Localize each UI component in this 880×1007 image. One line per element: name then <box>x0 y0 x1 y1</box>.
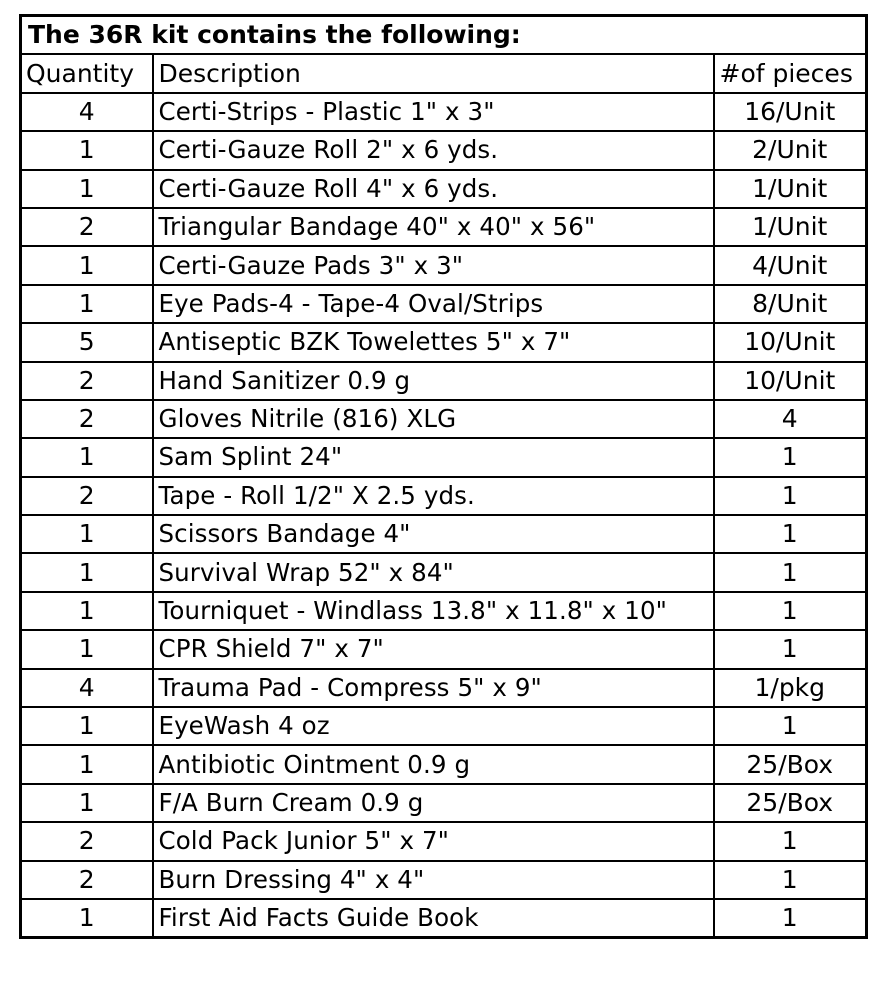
quantity-cell: 1 <box>21 285 153 323</box>
table-row <box>21 630 867 668</box>
pieces-header: #of pieces <box>714 54 867 92</box>
table-row <box>21 438 867 476</box>
pieces-cell: 1/Unit <box>714 170 867 208</box>
description-cell: Triangular Bandage 40" x 40" x 56" <box>153 208 714 246</box>
description-cell: Cold Pack Junior 5" x 7" <box>153 822 714 860</box>
description-cell: Tourniquet - Windlass 13.8" x 11.8" x 10" <box>153 592 714 630</box>
pieces-cell: 16/Unit <box>714 93 867 131</box>
pieces-cell: 1 <box>714 515 867 553</box>
description-cell: Hand Sanitizer 0.9 g <box>153 362 714 400</box>
pieces-cell: 1 <box>714 438 867 476</box>
quantity-cell: 4 <box>21 93 153 131</box>
table-row <box>21 246 867 284</box>
quantity-cell: 1 <box>21 745 153 783</box>
pieces-cell: 1 <box>714 861 867 899</box>
quantity-cell: 5 <box>21 323 153 361</box>
table-row <box>21 861 867 899</box>
quantity-cell: 1 <box>21 246 153 284</box>
description-cell: Antibiotic Ointment 0.9 g <box>153 745 714 783</box>
description-cell: First Aid Facts Guide Book <box>153 899 714 938</box>
table-row <box>21 170 867 208</box>
title-row <box>21 16 867 55</box>
table-row <box>21 553 867 591</box>
description-cell: Sam Splint 24" <box>153 438 714 476</box>
pieces-cell: 1 <box>714 477 867 515</box>
table-row <box>21 592 867 630</box>
quantity-cell: 2 <box>21 822 153 860</box>
quantity-header: Quantity <box>21 54 153 92</box>
description-cell: Gloves Nitrile (816) XLG <box>153 400 714 438</box>
pieces-cell: 1 <box>714 707 867 745</box>
description-cell: Tape - Roll 1/2" X 2.5 yds. <box>153 477 714 515</box>
quantity-cell: 2 <box>21 400 153 438</box>
quantity-cell: 1 <box>21 170 153 208</box>
description-cell: Burn Dressing 4" x 4" <box>153 861 714 899</box>
quantity-cell: 2 <box>21 861 153 899</box>
table-row <box>21 208 867 246</box>
pieces-cell: 1 <box>714 592 867 630</box>
pieces-cell: 1/Unit <box>714 208 867 246</box>
pieces-cell: 4/Unit <box>714 246 867 284</box>
quantity-cell: 1 <box>21 131 153 169</box>
description-cell: Eye Pads-4 - Tape-4 Oval/Strips <box>153 285 714 323</box>
table-row <box>21 784 867 822</box>
pieces-cell: 10/Unit <box>714 362 867 400</box>
description-cell: Survival Wrap 52" x 84" <box>153 553 714 591</box>
description-cell: CPR Shield 7" x 7" <box>153 630 714 668</box>
kit-title: The 36R kit contains the following: <box>21 16 867 55</box>
description-cell: Trauma Pad - Compress 5" x 9" <box>153 669 714 707</box>
description-cell: F/A Burn Cream 0.9 g <box>153 784 714 822</box>
table-row <box>21 362 867 400</box>
header-row <box>21 54 867 92</box>
table-row <box>21 477 867 515</box>
table-row <box>21 323 867 361</box>
quantity-cell: 2 <box>21 362 153 400</box>
description-cell: Certi-Gauze Roll 2" x 6 yds. <box>153 131 714 169</box>
pieces-cell: 1 <box>714 553 867 591</box>
description-header: Description <box>153 54 714 92</box>
table-row <box>21 285 867 323</box>
description-cell: Certi-Strips - Plastic 1" x 3" <box>153 93 714 131</box>
quantity-cell: 1 <box>21 899 153 938</box>
description-cell: Scissors Bandage 4" <box>153 515 714 553</box>
quantity-cell: 1 <box>21 707 153 745</box>
quantity-cell: 1 <box>21 630 153 668</box>
kit-contents-table <box>19 14 868 939</box>
table-row <box>21 822 867 860</box>
table-row <box>21 669 867 707</box>
quantity-cell: 2 <box>21 208 153 246</box>
pieces-cell: 25/Box <box>714 745 867 783</box>
pieces-cell: 1/pkg <box>714 669 867 707</box>
table-row <box>21 400 867 438</box>
kit-table-body <box>21 16 867 938</box>
quantity-cell: 1 <box>21 784 153 822</box>
pieces-cell: 1 <box>714 899 867 938</box>
pieces-cell: 2/Unit <box>714 131 867 169</box>
description-cell: EyeWash 4 oz <box>153 707 714 745</box>
pieces-cell: 1 <box>714 630 867 668</box>
description-cell: Certi-Gauze Roll 4" x 6 yds. <box>153 170 714 208</box>
quantity-cell: 1 <box>21 553 153 591</box>
quantity-cell: 1 <box>21 592 153 630</box>
table-row <box>21 745 867 783</box>
table-row <box>21 93 867 131</box>
quantity-cell: 1 <box>21 438 153 476</box>
quantity-cell: 1 <box>21 515 153 553</box>
pieces-cell: 4 <box>714 400 867 438</box>
quantity-cell: 2 <box>21 477 153 515</box>
pieces-cell: 1 <box>714 822 867 860</box>
table-row <box>21 899 867 938</box>
table-row <box>21 707 867 745</box>
table-row <box>21 515 867 553</box>
description-cell: Antiseptic BZK Towelettes 5" x 7" <box>153 323 714 361</box>
table-row <box>21 131 867 169</box>
pieces-cell: 25/Box <box>714 784 867 822</box>
description-cell: Certi-Gauze Pads 3" x 3" <box>153 246 714 284</box>
pieces-cell: 8/Unit <box>714 285 867 323</box>
quantity-cell: 4 <box>21 669 153 707</box>
pieces-cell: 10/Unit <box>714 323 867 361</box>
